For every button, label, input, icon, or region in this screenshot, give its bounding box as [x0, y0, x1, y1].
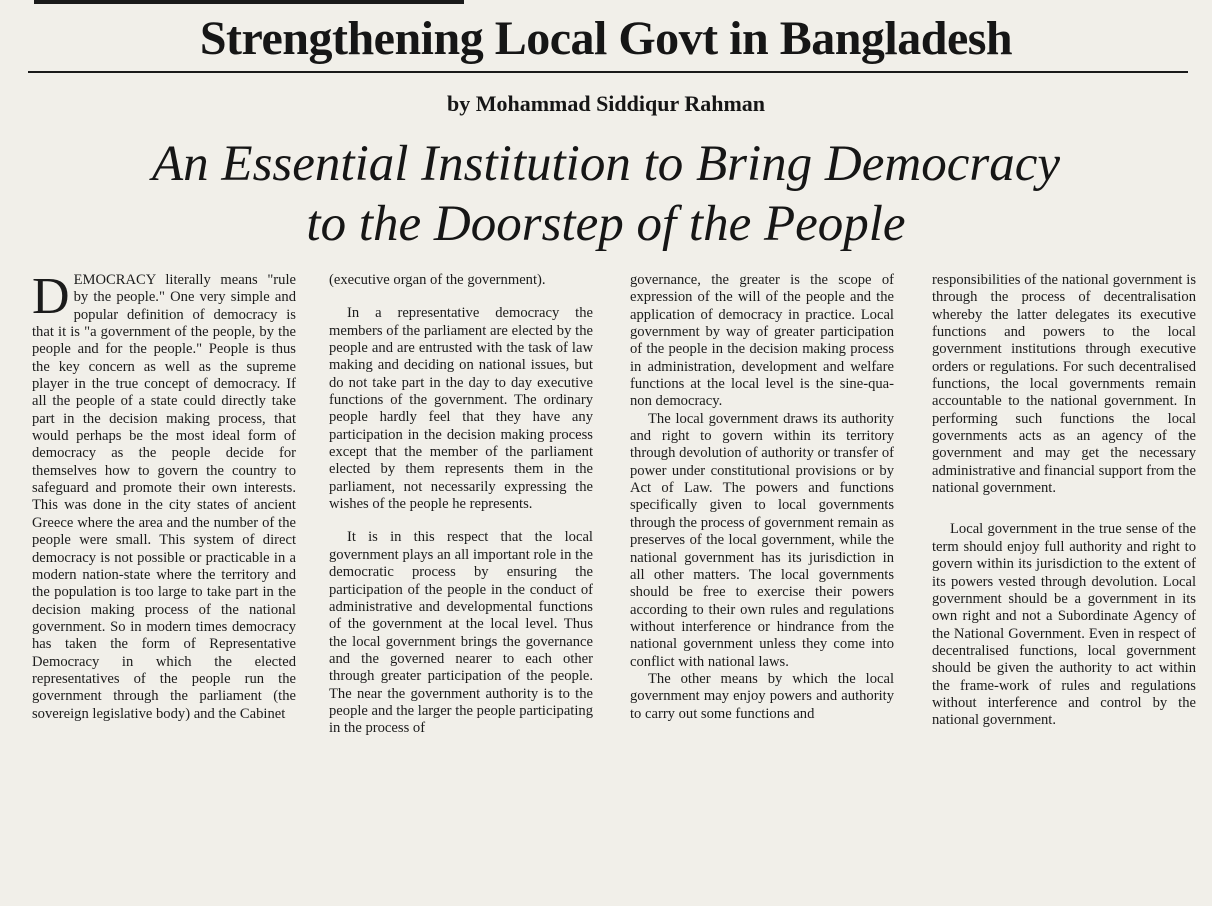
column-4 [932, 272, 1196, 892]
top-rule [34, 0, 464, 4]
headline-rule [28, 71, 1188, 73]
drop-cap: D [32, 272, 70, 325]
subhead-line-1: An Essential Institution to Bring Democracy [152, 136, 1060, 192]
article-body [32, 272, 1212, 892]
byline: by Mohammad Siddiqur Rahman [446, 91, 766, 116]
paragraph: The other means by which the local government may enjoy powers and authority to carry out some functions and [630, 670, 894, 722]
paragraph: (executive organ of the government). [329, 272, 546, 288]
subheadline [0, 134, 1212, 254]
paragraph: responsibilities of the national government is through the process of decentralisation whereby the latter delegates its executive functions and powers to the local government institutions through executive orders or regulations. For such decentralised functions, the local governments remain accountable to the national government. In performing such functions the local governments acts as an agency of the government and may get the necessary administrative and financial support from the national government. [932, 272, 1196, 497]
paragraph-text: EMOCRACY literally means "rule by the people." One very simple and popular definition of democracy is that it is "a government of the people, by the people and for the people." People is thus the key concern as well as the supreme player in the true concept of democracy. If all the people of a state could directly take part in the decision making process, that would perhaps be the most ideal form of democracy as the people decide for themselves how to govern the country to safeguard and promote their own interests. This was done in the city states of ancient Greece where the area and the number of the people were small. This system of direct democracy is not possible or practicable in a modern nation-state where the territory and the population is too large to take part in the decision making process of the national government. So in modern times democracy has taken the form of Representative Democracy in which the elected representatives of the people run the government through the parliament (the sovereign legislative body) and the Cabinet [32, 272, 296, 722]
headline: Strengthening Local Govt in Bangladesh [199, 12, 1013, 65]
paragraph: The local government draws its authority and right to govern within its territory through devolution of authority or transfer of power under constitutional provisions or by Act of Law. The powers and functions specifically given to local governments through the process of government remain as preserves of the local government, while the national government has its jurisdiction in all other matters. The local governments should be free to exercise their powers according to their own rules and regulations without interference or hindrance from the national government unless they come into conflict with national laws. [630, 410, 894, 670]
column-2 [329, 272, 593, 892]
column-3 [630, 272, 894, 892]
paragraph: It is in this respect that the local government plays an all important role in the democratic process by ensuring the participation of the people in the conduct of administrative and developmental functions of the government at the local level. Thus the local government brings the governance and the governed nearer to each other through greater participation of the people. The near the government authority is to the people and the larger the people participating in the process of [329, 529, 593, 737]
subhead-line-2: to the Doorstep of the People [306, 196, 906, 252]
paragraph [32, 272, 296, 723]
paragraph: Local government in the true sense of the term should enjoy full authority and right to govern within its jurisdiction to the extent of its powers vested through devolution. Local government should be a government in its own right and not a Subordinate Agency of the National Government. Even in respect of decentralised functions, local government should be given the authority to act within the frame-work of rules and regulations without interference and control by the national government. [932, 521, 1196, 729]
paragraph: In a representative democracy the members of the parliament are elected by the people and are entrusted with the task of law making and deciding on national issues, but do not take part in the day to day executive functions of the government. The ordinary people hardly feel that they have any participation in the decision making process except that the member of the parliament elected by them represents them in the parliament, not necessarily expressing the wishes of the people he represents. [329, 305, 593, 513]
paragraph: governance, the greater is the scope of expression of the will of the people and the application of democracy in practice. Local government by way of greater participation of the people in the decision making process in administration, development and welfare functions at the local level is the sine-qua-non democracy. [630, 272, 894, 410]
column-1 [32, 272, 296, 892]
